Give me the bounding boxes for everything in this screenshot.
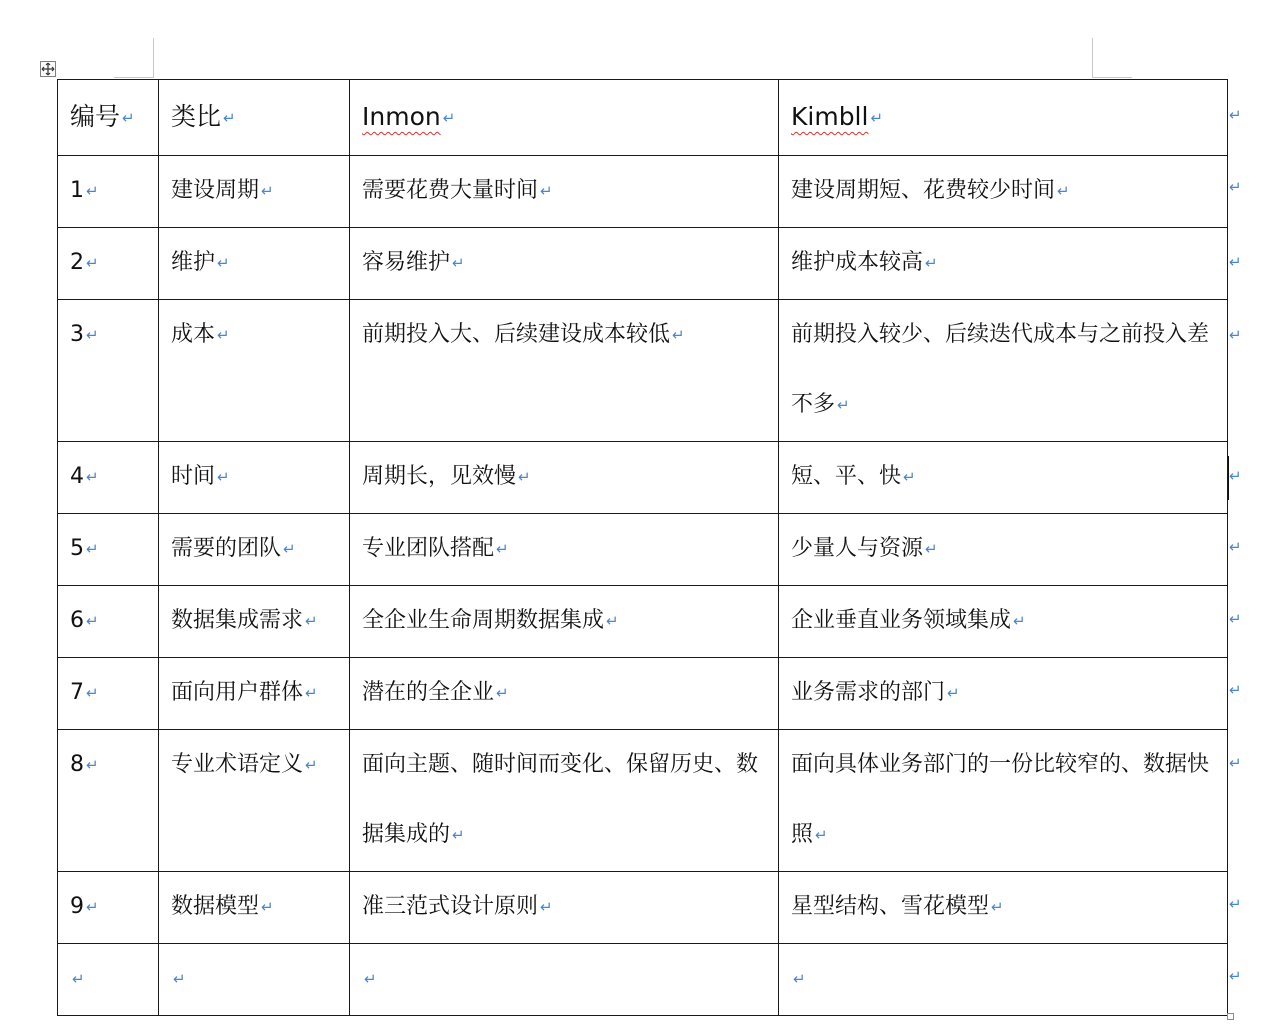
cell-kimbll[interactable] (779, 300, 1228, 442)
paragraph-mark-icon: ↵ (947, 684, 960, 702)
cell-analogy[interactable] (159, 156, 350, 228)
cell-analogy[interactable] (159, 944, 350, 1016)
cell-id[interactable] (58, 228, 159, 300)
cell-text: 1 (70, 178, 84, 203)
cell-text: 全企业生命周期数据集成 (362, 608, 605, 633)
cell-analogy[interactable] (159, 730, 350, 872)
cell-text: 业务需求的部门 (791, 680, 946, 705)
paragraph-mark-icon: ↵ (452, 826, 465, 844)
paragraph-mark-icon: ↵ (606, 612, 619, 630)
table-row (58, 228, 1228, 300)
cell-inmon[interactable] (350, 300, 779, 442)
margin-guide-right-vertical (1092, 38, 1093, 78)
paragraph-mark-icon: ↵ (305, 612, 318, 630)
row-end-mark-icon: ↵ (1229, 895, 1242, 913)
cell-kimbll[interactable] (779, 872, 1228, 944)
paragraph-mark-icon: ↵ (86, 468, 99, 486)
cell-analogy[interactable] (159, 228, 350, 300)
table-header-row (58, 80, 1228, 156)
cell-kimbll[interactable] (779, 442, 1228, 514)
cell-text: 面向主题、随时间而变化、保留历史、数据集成的 (362, 752, 759, 847)
header-cell-inmon[interactable] (350, 80, 779, 156)
cell-text: 维护成本较高 (791, 250, 924, 275)
header-cell-text: Inmon (362, 102, 441, 131)
row-end-mark-icon: ↵ (1229, 467, 1242, 485)
cell-kimbll[interactable] (779, 658, 1228, 730)
cell-id[interactable] (58, 872, 159, 944)
cell-id[interactable] (58, 514, 159, 586)
cell-text: 3 (70, 322, 84, 347)
cell-text: 潜在的全企业 (362, 680, 495, 705)
cell-text: 前期投入较少、后续迭代成本与之前投入差不多 (791, 322, 1210, 417)
row-end-mark-icon: ↵ (1229, 538, 1242, 556)
paragraph-mark-icon: ↵ (452, 254, 465, 272)
cell-kimbll[interactable] (779, 228, 1228, 300)
table-resize-handle[interactable] (1227, 1013, 1234, 1020)
cell-kimbll[interactable] (779, 730, 1228, 872)
paragraph-mark-icon: ↵ (217, 326, 230, 344)
paragraph-mark-icon: ↵ (86, 540, 99, 558)
cell-analogy[interactable] (159, 442, 350, 514)
cell-inmon[interactable] (350, 944, 779, 1016)
cell-kimbll[interactable] (779, 944, 1228, 1016)
cell-text: 星型结构、雪花模型 (791, 894, 990, 919)
row-end-mark-icon: ↵ (1229, 326, 1242, 344)
paragraph-mark-icon: ↵ (261, 182, 274, 200)
paragraph-mark-icon: ↵ (496, 540, 509, 558)
paragraph-mark-icon: ↵ (217, 254, 230, 272)
cell-inmon[interactable] (350, 442, 779, 514)
paragraph-mark-icon: ↵ (217, 468, 230, 486)
cell-text: 需要花费大量时间 (362, 178, 539, 203)
cell-text: 专业团队搭配 (362, 536, 495, 561)
paragraph-mark-icon: ↵ (1057, 182, 1070, 200)
row-end-mark-icon: ↵ (1229, 754, 1242, 772)
cell-text: 建设周期短、花费较少时间 (791, 178, 1056, 203)
paragraph-mark-icon: ↵ (86, 684, 99, 702)
cell-text: 面向用户群体 (171, 680, 304, 705)
paragraph-mark-icon: ↵ (815, 826, 828, 844)
margin-guide-left-horizontal (114, 77, 154, 78)
cell-inmon[interactable] (350, 514, 779, 586)
cell-text: 建设周期 (171, 178, 260, 203)
table-row (58, 872, 1228, 944)
cell-analogy[interactable] (159, 514, 350, 586)
move-arrows-icon (41, 62, 55, 76)
header-cell-text: Kimbll (791, 102, 869, 131)
table-row (58, 944, 1228, 1016)
table-move-handle[interactable] (40, 61, 56, 77)
cell-inmon[interactable] (350, 658, 779, 730)
cell-id[interactable] (58, 586, 159, 658)
paragraph-mark-icon: ↵ (261, 898, 274, 916)
table-row (58, 730, 1228, 872)
paragraph-mark-icon: ↵ (837, 396, 850, 414)
cell-text: 需要的团队 (171, 536, 282, 561)
margin-guide-left-vertical (153, 38, 154, 78)
cell-text: 6 (70, 608, 84, 633)
cell-text: 准三范式设计原则 (362, 894, 539, 919)
header-cell-text: 类比 (171, 102, 222, 131)
paragraph-mark-icon: ↵ (86, 756, 99, 774)
cell-text: 容易维护 (362, 250, 451, 275)
cell-text: 8 (70, 752, 84, 777)
cell-text: 周期长，见效慢 (362, 464, 517, 489)
table-row (58, 442, 1228, 514)
cell-text: 5 (70, 536, 84, 561)
row-end-mark-icon: ↵ (1229, 610, 1242, 628)
paragraph-mark-icon: ↵ (173, 970, 186, 988)
cell-analogy[interactable] (159, 586, 350, 658)
paragraph-mark-icon: ↵ (870, 109, 884, 127)
paragraph-mark-icon: ↵ (518, 468, 531, 486)
cell-kimbll[interactable] (779, 514, 1228, 586)
paragraph-mark-icon: ↵ (540, 898, 553, 916)
paragraph-mark-icon: ↵ (925, 254, 938, 272)
paragraph-mark-icon: ↵ (122, 109, 135, 127)
paragraph-mark-icon: ↵ (283, 540, 296, 558)
cell-text: 成本 (171, 322, 216, 347)
table-row (58, 586, 1228, 658)
paragraph-mark-icon: ↵ (540, 182, 553, 200)
cell-text: 专业术语定义 (171, 752, 304, 777)
header-cell-text: 编号 (70, 102, 121, 131)
cell-analogy[interactable] (159, 872, 350, 944)
paragraph-mark-icon: ↵ (305, 684, 318, 702)
row-end-mark-icon: ↵ (1229, 681, 1242, 699)
paragraph-mark-icon: ↵ (991, 898, 1004, 916)
cell-analogy[interactable] (159, 658, 350, 730)
row-end-mark-icon: ↵ (1229, 178, 1242, 196)
cell-inmon[interactable] (350, 730, 779, 872)
cell-text: 短、平、快 (791, 464, 902, 489)
cell-text: 少量人与资源 (791, 536, 924, 561)
paragraph-mark-icon: ↵ (86, 182, 99, 200)
cell-inmon[interactable] (350, 586, 779, 658)
paragraph-mark-icon: ↵ (364, 970, 377, 988)
paragraph-mark-icon: ↵ (86, 326, 99, 344)
cell-id[interactable] (58, 442, 159, 514)
cell-text: 数据模型 (171, 894, 260, 919)
cell-text: 前期投入大、后续建设成本较低 (362, 322, 671, 347)
paragraph-mark-icon: ↵ (86, 898, 99, 916)
header-cell-kimbll[interactable] (779, 80, 1228, 156)
table-row (58, 156, 1228, 228)
paragraph-mark-icon: ↵ (223, 109, 236, 127)
cell-inmon[interactable] (350, 872, 779, 944)
row-end-mark-icon: ↵ (1229, 253, 1242, 271)
cell-text: 维护 (171, 250, 216, 275)
paragraph-mark-icon: ↵ (903, 468, 916, 486)
paragraph-mark-icon: ↵ (86, 612, 99, 630)
comparison-table (57, 79, 1228, 1016)
cell-inmon[interactable] (350, 228, 779, 300)
paragraph-mark-icon: ↵ (72, 970, 85, 988)
paragraph-mark-icon: ↵ (496, 684, 509, 702)
cell-id[interactable] (58, 658, 159, 730)
cell-id[interactable] (58, 300, 159, 442)
cell-text: 2 (70, 250, 84, 275)
cell-text: 面向具体业务部门的一份比较窄的、数据快照 (791, 752, 1210, 847)
row-end-mark-icon: ↵ (1229, 106, 1242, 124)
paragraph-mark-icon: ↵ (793, 970, 806, 988)
paragraph-mark-icon: ↵ (672, 326, 685, 344)
paragraph-mark-icon: ↵ (305, 756, 318, 774)
margin-guide-right-horizontal (1092, 77, 1132, 78)
cell-id[interactable] (58, 944, 159, 1016)
cell-analogy[interactable] (159, 300, 350, 442)
paragraph-mark-icon: ↵ (925, 540, 938, 558)
table-row (58, 658, 1228, 730)
header-cell-analogy[interactable] (159, 80, 350, 156)
cell-text: 7 (70, 680, 84, 705)
paragraph-mark-icon: ↵ (86, 254, 99, 272)
cell-kimbll[interactable] (779, 586, 1228, 658)
cell-text: 4 (70, 464, 84, 489)
cell-text: 企业垂直业务领域集成 (791, 608, 1012, 633)
header-cell-id[interactable] (58, 80, 159, 156)
cell-inmon[interactable] (350, 156, 779, 228)
cell-text: 数据集成需求 (171, 608, 304, 633)
table-row (58, 300, 1228, 442)
cell-text: 时间 (171, 464, 216, 489)
cell-text: 9 (70, 894, 84, 919)
paragraph-mark-icon: ↵ (442, 109, 456, 127)
row-end-mark-icon: ↵ (1229, 967, 1242, 985)
cell-id[interactable] (58, 730, 159, 872)
cell-id[interactable] (58, 156, 159, 228)
table-row (58, 514, 1228, 586)
paragraph-mark-icon: ↵ (1013, 612, 1026, 630)
cell-kimbll[interactable] (779, 156, 1228, 228)
